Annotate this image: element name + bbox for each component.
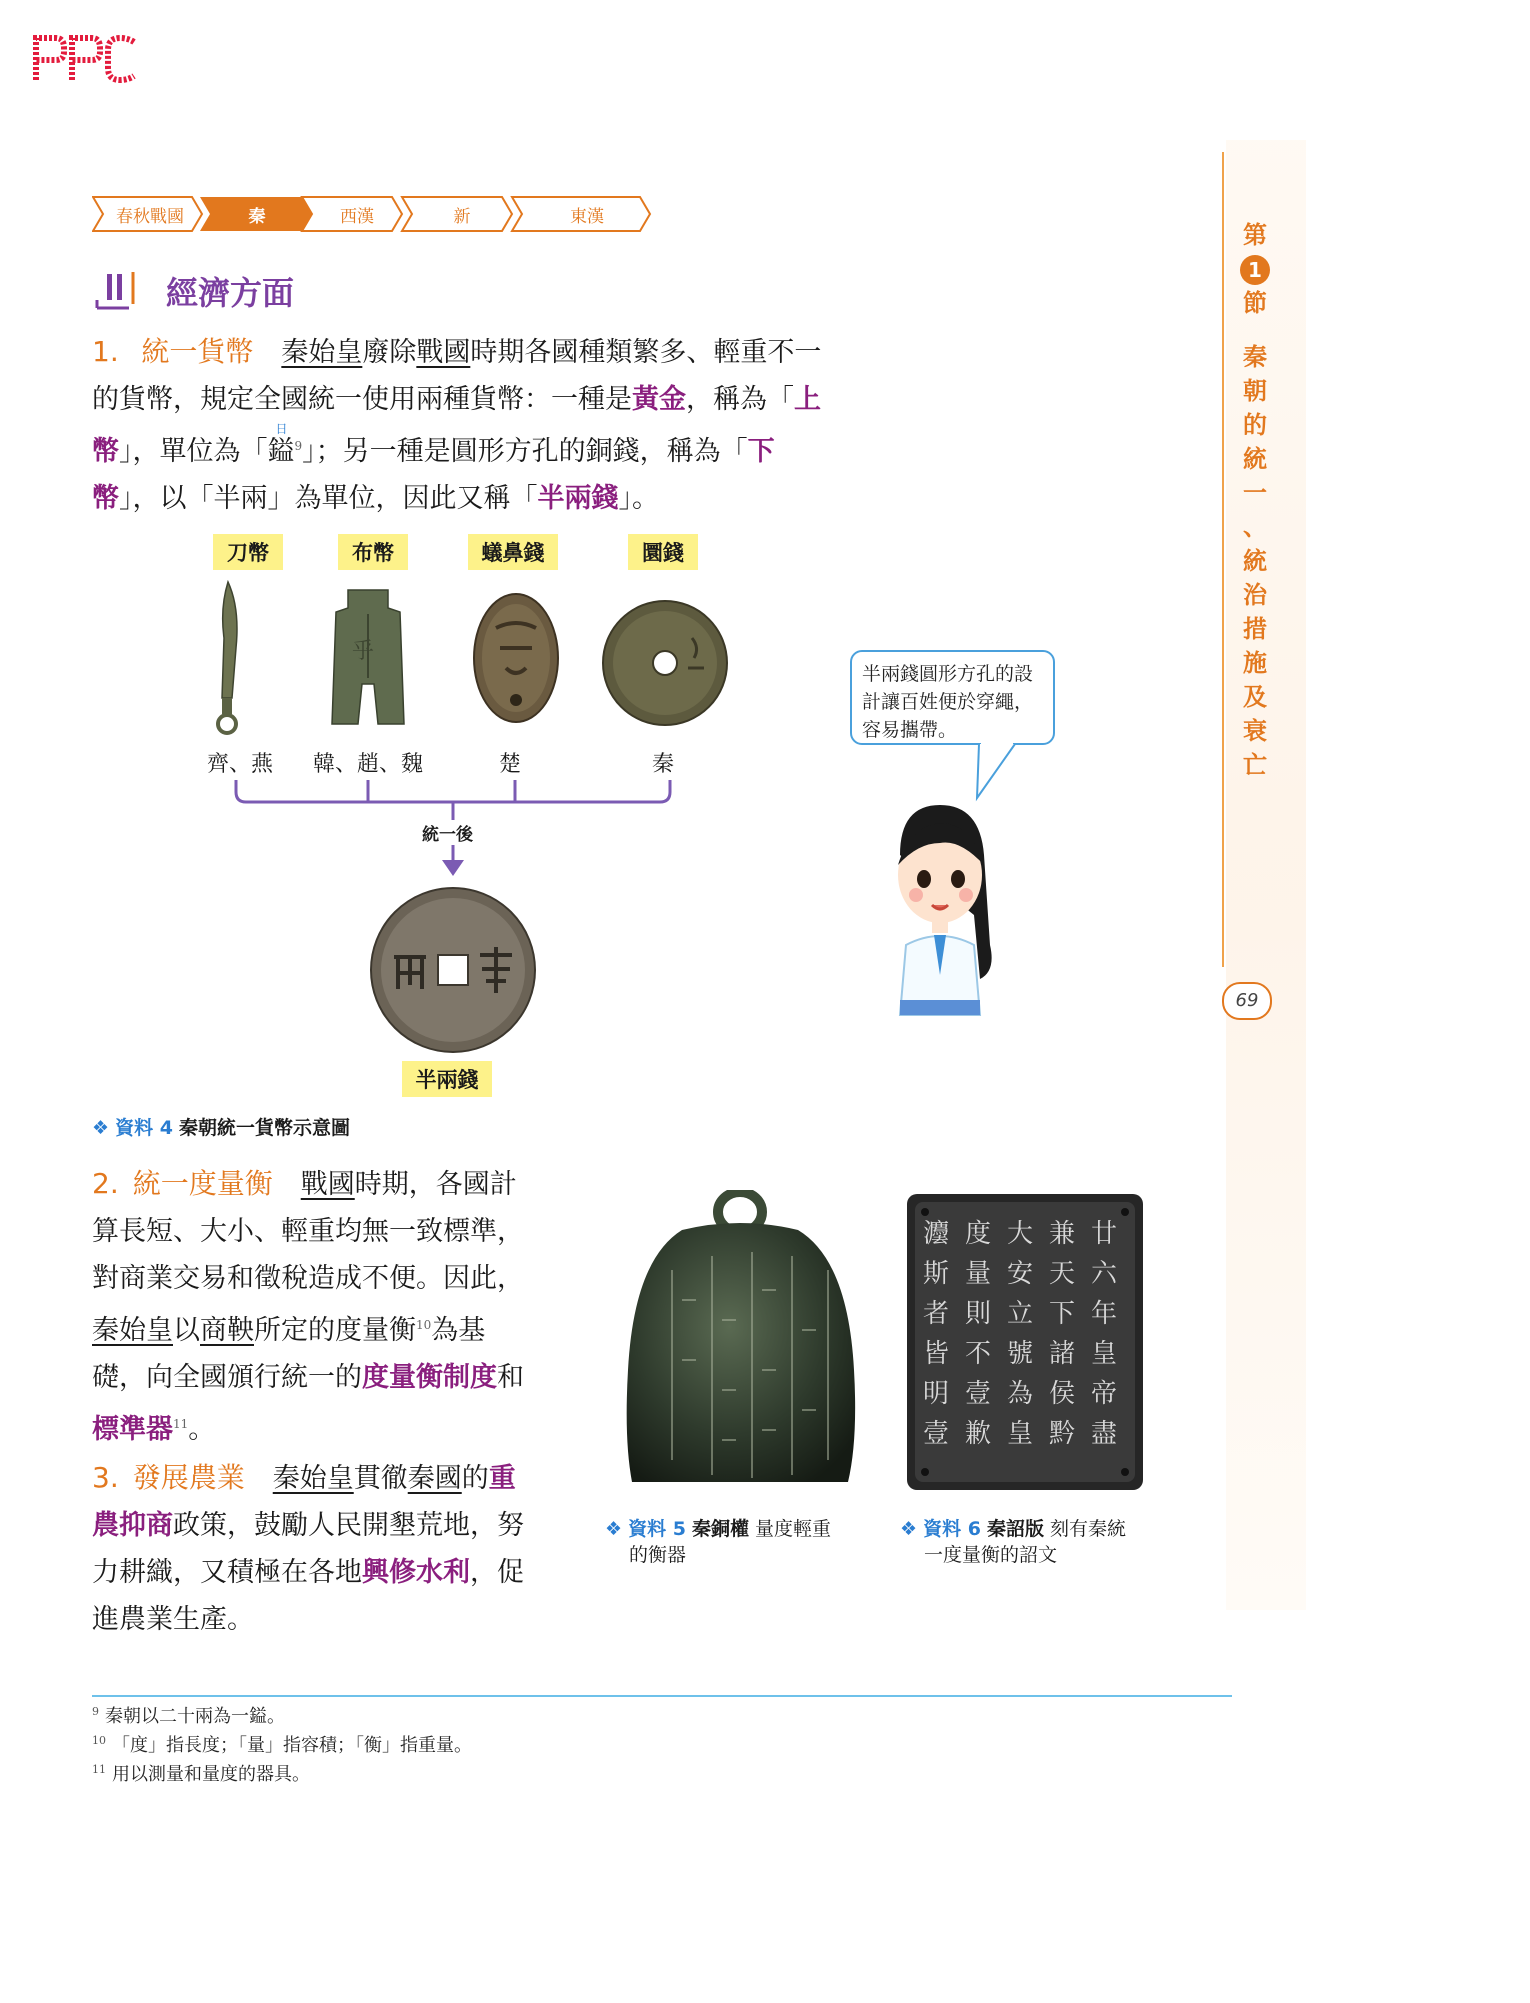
text-run: 」。 — [618, 483, 659, 514]
text-run: 的貨幣，規定全國統一使用兩種貨幣：一種是 — [92, 384, 632, 415]
point2-number: 2. — [92, 1167, 119, 1200]
keyword-period: 戰國 — [416, 337, 471, 368]
svg-text:兼: 兼 — [1049, 1219, 1076, 1249]
footnote-number: 11 — [92, 1763, 106, 1776]
footnote-item — [92, 1758, 472, 1787]
keyword-highlight: 半兩錢 — [537, 483, 619, 514]
text-run: 」，單位為「 — [119, 436, 268, 467]
chapter-title-char: 及 — [1243, 682, 1267, 711]
coin-label-knife: 刀幣 — [213, 534, 283, 570]
coin-state-round: 秦 — [651, 752, 674, 777]
text-run: 的 — [461, 1463, 489, 1494]
svg-text:斯: 斯 — [923, 1259, 950, 1289]
svg-text:皇: 皇 — [1007, 1419, 1034, 1449]
svg-text:者: 者 — [923, 1299, 950, 1329]
svg-text:乎: 乎 — [352, 639, 375, 664]
spade-coin-image — [318, 588, 418, 728]
chapter-number-badge: 1 — [1240, 255, 1270, 285]
keyword-person: 商鞅 — [200, 1315, 254, 1346]
keyword-highlight: 興修水利 — [362, 1557, 470, 1588]
svg-text:帝: 帝 — [1091, 1379, 1118, 1409]
coin-state-knife: 齊、燕 — [206, 752, 273, 777]
text-line: 算長短、大小、輕重均無一致標準， — [92, 1216, 524, 1247]
footnote-text: 秦朝以二十兩為一鎰。 — [105, 1706, 285, 1727]
svg-text:則: 則 — [965, 1299, 992, 1329]
svg-text:黔: 黔 — [1049, 1419, 1076, 1449]
keyword-state: 秦國 — [407, 1463, 462, 1494]
svg-text:下: 下 — [1049, 1299, 1076, 1329]
svg-text:度: 度 — [965, 1219, 992, 1249]
svg-text:諸: 諸 — [1049, 1339, 1076, 1369]
text-run: 。 — [188, 1414, 216, 1445]
caption-desc: 刻有秦統 — [1050, 1518, 1127, 1540]
point1-number: 1. — [92, 335, 119, 368]
coin-label-spade: 布幣 — [338, 534, 408, 570]
svg-text:六: 六 — [1091, 1259, 1118, 1289]
text-run: 廢除 — [362, 337, 417, 368]
keyword-highlight: 標準器 — [92, 1414, 173, 1445]
chapter-title-char: 措 — [1243, 614, 1267, 643]
footnote-item — [92, 1729, 472, 1758]
text-run: 礎，向全國頒行統一的 — [92, 1362, 362, 1393]
keyword-highlight: 幣 — [92, 436, 119, 467]
keyword-highlight: 下 — [747, 436, 775, 467]
caption-source-4: ❖ 資料 4 秦朝統一貨幣示意圖 — [92, 1117, 350, 1139]
chapter-title-char: 亡 — [1243, 750, 1267, 779]
keyword-highlight: 上 — [794, 384, 821, 415]
coin-state-antnose: 楚 — [498, 752, 521, 777]
keyword-highlight: 黃金 — [632, 384, 686, 415]
caption-desc: 量度輕重 — [755, 1518, 832, 1540]
svg-text:號: 號 — [1007, 1339, 1034, 1369]
keyword-highlight: 重 — [488, 1463, 516, 1494]
svg-text:量: 量 — [965, 1259, 992, 1289]
footnote-text: 用以測量和量度的器具。 — [112, 1764, 310, 1785]
caption-source-5: ❖ 資料 5 秦銅權 量度輕重 的衡器 — [605, 1518, 832, 1566]
edict-tablet-image — [905, 1192, 1145, 1492]
svg-text:壹: 壹 — [923, 1419, 950, 1449]
keyword-highlight: 農抑商 — [92, 1510, 173, 1541]
svg-text:皆: 皆 — [923, 1339, 950, 1369]
footnote-number: 10 — [92, 1734, 106, 1747]
student-character-illustration — [880, 795, 1000, 1025]
section-title: 經濟方面 — [166, 274, 295, 312]
footnotes — [92, 1700, 472, 1787]
text-line: 進農業生產。 — [92, 1604, 254, 1635]
svg-text:盡: 盡 — [1091, 1419, 1118, 1449]
text-run: 為基 — [431, 1315, 486, 1346]
svg-text:為: 為 — [1007, 1379, 1034, 1409]
svg-text:大: 大 — [1007, 1219, 1034, 1249]
footnote-number: 9 — [92, 1705, 99, 1718]
svg-text:皇: 皇 — [1091, 1339, 1118, 1369]
text-run: 所定的度量衡 — [254, 1315, 416, 1346]
svg-text:不: 不 — [965, 1339, 992, 1369]
speech-bubble-tail — [975, 742, 1035, 802]
text-run: ，促 — [470, 1557, 524, 1588]
text-run: 政策，鼓勵人民開墾荒地，努 — [173, 1510, 524, 1541]
point3-paragraph — [92, 1454, 592, 1643]
text-run: 力耕織，又積極在各地 — [92, 1557, 362, 1588]
coin-label-round: 圜錢 — [628, 534, 698, 570]
keyword-person: 秦始皇 — [272, 1463, 354, 1494]
caption-title: 秦銅權 — [691, 1518, 749, 1540]
bronze-weight-image — [622, 1190, 862, 1495]
chapter-title-char: 統 — [1243, 546, 1267, 575]
ruby-annotation: 日 — [275, 422, 288, 436]
point3-heading: 發展農業 — [132, 1461, 245, 1494]
text-run: ，稱為「 — [686, 384, 794, 415]
footnote-ref[interactable]: 9 — [294, 439, 303, 453]
svg-text:侯: 侯 — [1049, 1379, 1076, 1409]
ppc-logo — [30, 30, 140, 86]
svg-text:歉: 歉 — [965, 1419, 992, 1449]
section-marker-icon — [93, 270, 139, 310]
svg-text:安: 安 — [1007, 1259, 1034, 1289]
banliang-label: 半兩錢 — [402, 1061, 492, 1097]
caption-desc: 一度量衡的詔文 — [924, 1544, 1058, 1566]
chapter-prefix: 第 — [1243, 220, 1267, 249]
text-run: 鎰 — [267, 436, 295, 467]
text-line: 對商業交易和徵稅造成不便。因此， — [92, 1263, 524, 1294]
text-run: 時期，各國計 — [354, 1169, 517, 1200]
antnose-coin-image — [466, 588, 566, 728]
keyword-highlight: 幣 — [92, 483, 119, 514]
page-number: 69 — [1222, 982, 1272, 1020]
chapter-title-char: 朝 — [1243, 376, 1267, 405]
speech-bubble: 半兩錢圓形方孔的設計讓百姓便於穿繩，容易攜帶。 — [850, 650, 1055, 745]
chapter-title-char: 、 — [1243, 512, 1267, 541]
timeline-item: 東漢 — [570, 206, 604, 227]
svg-text:廿: 廿 — [1091, 1219, 1118, 1249]
unify-label: 統一後 — [418, 820, 477, 845]
sidebar-rule — [1222, 152, 1224, 967]
chapter-title-text — [1235, 340, 1275, 782]
footnote-text: 「度」指長度；「量」指容積；「衡」指重量。 — [112, 1735, 472, 1756]
svg-text:壹: 壹 — [965, 1379, 992, 1409]
banliang-coin-image — [368, 885, 538, 1055]
caption-title: 秦詔版 — [986, 1518, 1044, 1540]
keyword-person: 秦始皇 — [281, 337, 363, 368]
svg-text:灋: 灋 — [923, 1219, 950, 1249]
caption-tag: 資料 5 — [628, 1518, 686, 1540]
footnote-rule — [92, 1695, 1232, 1697]
keyword-period: 戰國 — [300, 1169, 355, 1200]
caption-source-6: ❖ 資料 6 秦詔版 刻有秦統 一度量衡的詔文 — [900, 1518, 1127, 1566]
knife-coin-image — [200, 578, 260, 738]
text-run: 貫徹 — [353, 1463, 408, 1494]
chapter-title-char: 秦 — [1243, 342, 1267, 371]
chapter-suffix: 節 — [1243, 288, 1267, 317]
caption-title: 秦朝統一貨幣示意圖 — [178, 1117, 350, 1139]
point1-heading: 統一貨幣 — [141, 335, 254, 368]
chapter-title-char: 施 — [1243, 648, 1267, 677]
coin-label-antnose: 蟻鼻錢 — [468, 534, 558, 570]
svg-text:立: 立 — [1007, 1299, 1034, 1329]
text-run: 」；另一種是圓形方孔的銅錢，稱為「 — [302, 436, 748, 467]
footnote-ref[interactable]: 10 — [416, 1318, 432, 1332]
svg-text:年: 年 — [1091, 1299, 1118, 1329]
caption-tag: 資料 4 — [115, 1117, 173, 1139]
point1-paragraph — [92, 328, 912, 522]
timeline-item: 新 — [453, 206, 471, 227]
point3-number: 3. — [92, 1461, 119, 1494]
text-run: 時期各國種類繁多、輕重不一 — [470, 337, 822, 368]
chapter-title-char: 治 — [1243, 580, 1267, 609]
chapter-title-char: 一 — [1243, 478, 1267, 507]
timeline-item: 西漢 — [340, 206, 374, 227]
chapter-title-char: 的 — [1243, 410, 1267, 439]
text-run: 和 — [497, 1362, 524, 1393]
keyword-highlight: 度量衡制度 — [362, 1362, 497, 1393]
point2-paragraph — [92, 1160, 592, 1453]
caption-tag: 資料 6 — [923, 1518, 981, 1540]
chapter-title-vertical — [1235, 218, 1275, 782]
caption-desc: 的衡器 — [629, 1544, 687, 1566]
timeline-item-active: 秦 — [248, 206, 266, 227]
svg-text:明: 明 — [923, 1379, 950, 1409]
chapter-title-char: 衰 — [1243, 716, 1267, 745]
svg-text:天: 天 — [1049, 1259, 1076, 1289]
chapter-title-char: 統 — [1243, 444, 1267, 473]
point2-heading: 統一度量衡 — [132, 1167, 273, 1200]
text-run: 」，以「半兩」為單位，因此又稱「 — [119, 483, 538, 514]
coin-state-spade: 韓、趙、魏 — [312, 752, 423, 777]
round-coin-image — [600, 598, 730, 728]
footnote-item — [92, 1700, 472, 1729]
text-run: 以 — [173, 1315, 200, 1346]
keyword-person: 秦始皇 — [92, 1315, 173, 1346]
footnote-ref[interactable]: 11 — [173, 1417, 189, 1431]
timeline-item: 春秋戰國 — [116, 206, 184, 227]
